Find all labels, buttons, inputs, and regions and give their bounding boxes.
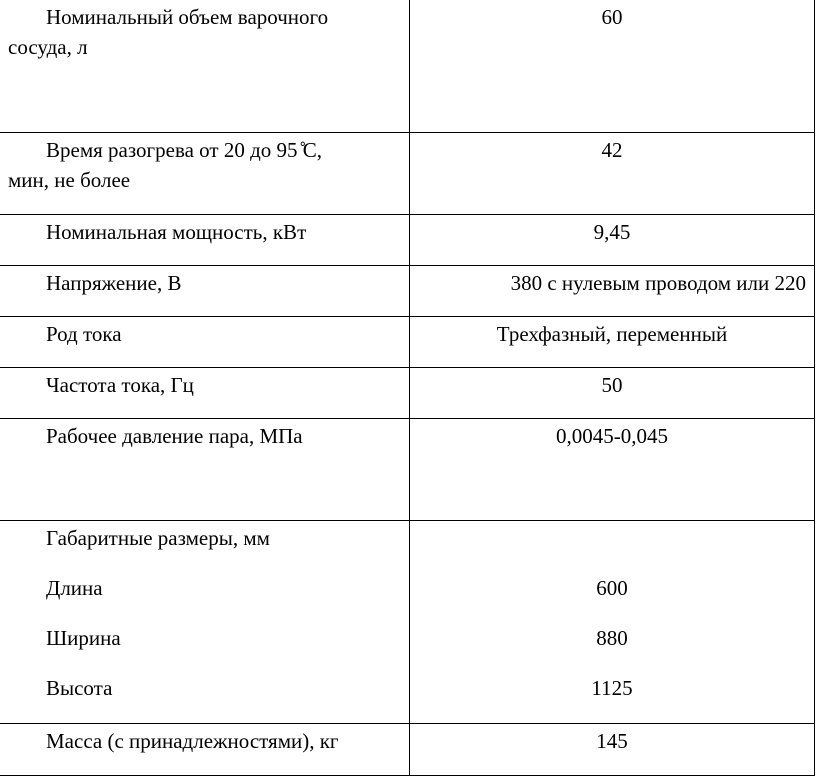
length-label: Длина [46, 575, 103, 600]
param-name-cell [0, 0, 410, 132]
dimensions-title: Габаритные размеры, мм [46, 525, 270, 550]
param-value-cell [410, 214, 815, 265]
param-value: 42 [601, 137, 623, 162]
param-name: Род тока [46, 321, 122, 346]
param-value: 145 [596, 728, 628, 753]
width-value: 880 [596, 625, 628, 650]
param-value-cell [410, 265, 815, 316]
param-name-continued: сосуда, л [8, 35, 88, 59]
table-row [0, 520, 815, 723]
param-value-cell [410, 0, 815, 132]
param-name-cell [0, 723, 410, 775]
param-value: 0,0045-0,045 [556, 423, 668, 448]
param-name: Время разогрева от 20 до 95 ̊С, [46, 137, 323, 162]
param-name: Масса (с принадлежностями), кг [46, 728, 339, 753]
param-name-cell [0, 265, 410, 316]
table-row [0, 0, 815, 132]
param-value-cell [410, 723, 815, 775]
param-name: Номинальная мощность, кВт [46, 219, 307, 244]
param-value-cell [410, 132, 815, 214]
height-label: Высота [46, 675, 113, 700]
param-name: Напряжение, В [46, 270, 182, 295]
param-value: 380 с нулевым проводом или 220 [510, 270, 806, 295]
table-row [0, 723, 815, 775]
table-row [0, 367, 815, 418]
param-name-continued: мин, не более [8, 167, 131, 192]
param-value: 60 [601, 5, 623, 29]
param-name: Рабочее давление пара, МПа [46, 423, 303, 448]
param-name: Номинальный объем варочного [46, 5, 329, 29]
param-name-cell [0, 316, 410, 367]
width-label: Ширина [46, 625, 121, 650]
param-value: 9,45 [593, 219, 631, 244]
param-name-cell [0, 367, 410, 418]
param-name-cell [0, 418, 410, 520]
table-row [0, 265, 815, 316]
param-name: Частота тока, Гц [46, 372, 194, 397]
table-row [0, 418, 815, 520]
param-name-cell [0, 132, 410, 214]
param-name-cell [0, 520, 410, 723]
length-value: 600 [596, 575, 628, 600]
param-value: 50 [601, 372, 623, 397]
table-row [0, 132, 815, 214]
param-value: Трехфазный, переменный [496, 321, 728, 346]
table-row [0, 214, 815, 265]
height-value: 1125 [591, 675, 633, 700]
param-value-cell [410, 367, 815, 418]
param-value-cell [410, 520, 815, 723]
param-value-cell [410, 418, 815, 520]
table-row [0, 316, 815, 367]
param-value-cell [410, 316, 815, 367]
param-name-cell [0, 214, 410, 265]
